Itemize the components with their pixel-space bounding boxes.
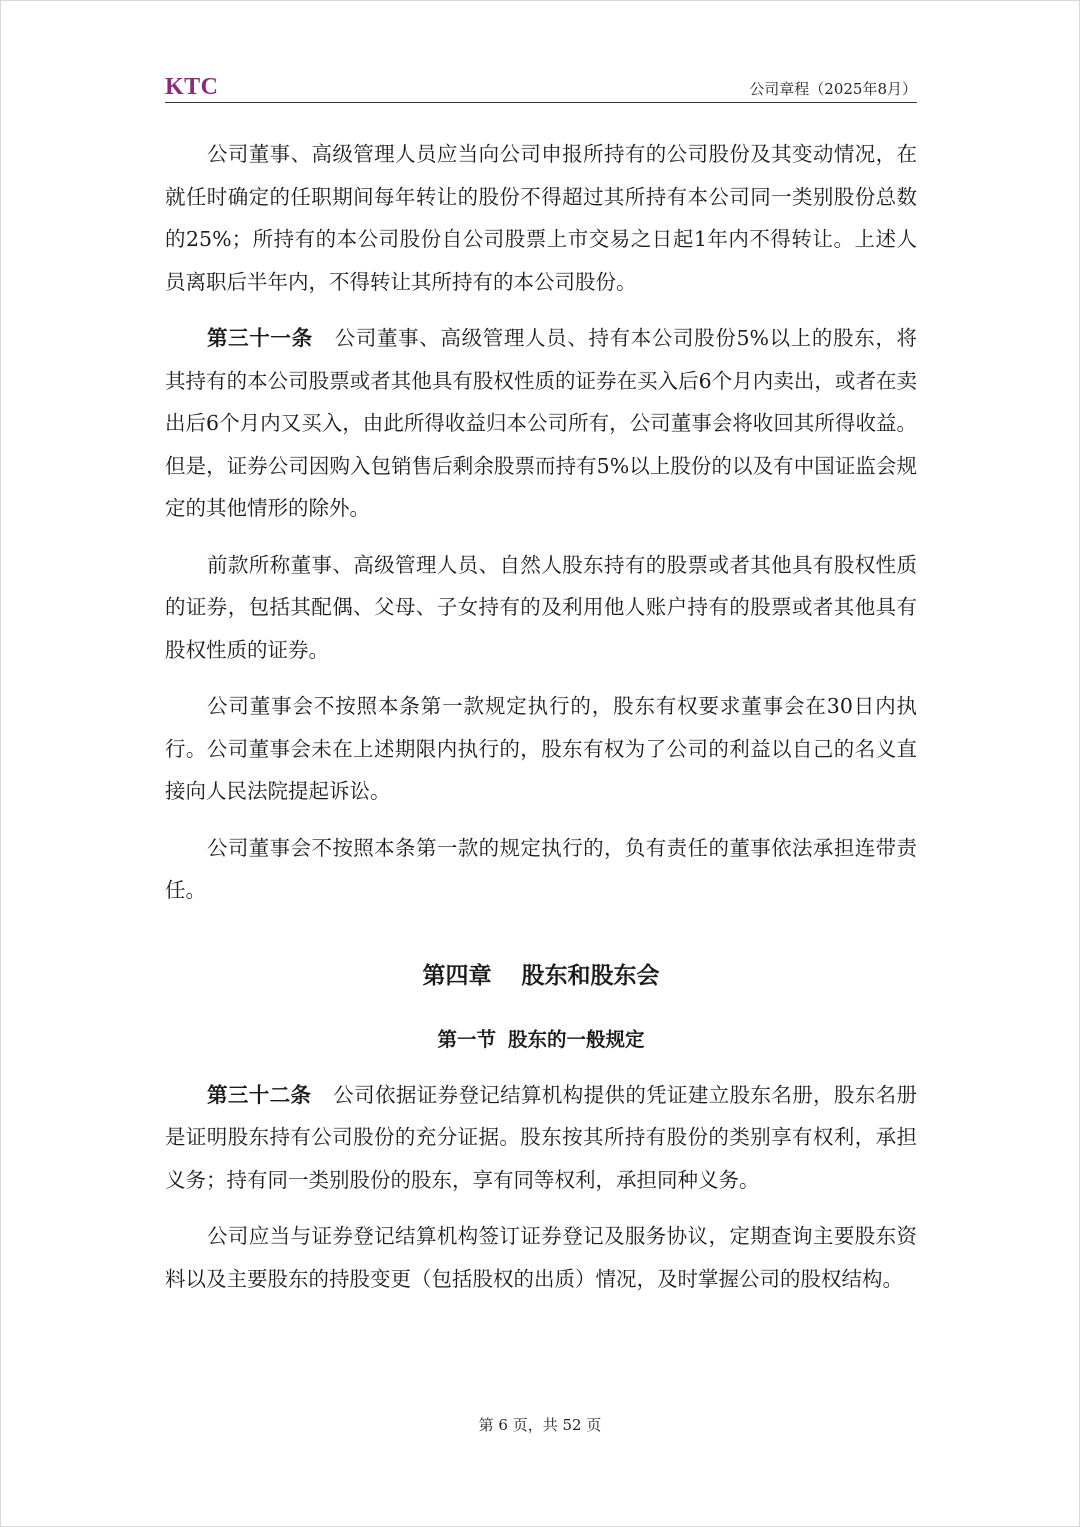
chapter-number: 第四章 xyxy=(422,962,492,989)
article-paragraph xyxy=(165,317,917,530)
page-footer xyxy=(0,1414,1080,1435)
chapter-heading xyxy=(165,954,917,998)
paragraph-text: 公司董事会不按照本条第一款的规定执行的，负有责任的董事依法承担连带责任。 xyxy=(165,835,917,902)
section-heading xyxy=(165,1020,917,1060)
article-number: 第三十一条 xyxy=(207,326,313,350)
paragraph-text: 公司依据证券登记结算机构提供的凭证建立股东名册，股东名册是证明股东持有公司股份的充分证据。股东按其所持有股份的类别享有权利，承担义务；持有同一类别股份的股东，享有同等权利，承担同种义务。 xyxy=(165,1082,917,1192)
paragraph xyxy=(165,544,917,672)
paragraph-text: 前款所称董事、高级管理人员、自然人股东持有的股票或者其他具有股权性质的证券，包括其配偶、父母、子女持有的及利用他人账户持有的股票或者其他具有股权性质的证券。 xyxy=(165,552,917,662)
article-number: 第三十二条 xyxy=(207,1082,312,1107)
page-content xyxy=(165,133,917,1314)
paragraph-text: 公司董事、高级管理人员、持有本公司股份5%以上的股东，将其持有的本公司股票或者其他具有股权性质的证券在买入后6个月内卖出，或者在卖出后6个月内又买入，由此所得收益归本公司所有，公司董事会将收回其所得收益。但是，证券公司因购入包销售后剩余股票而持有5%以上股份的以及有中国证监会规定的其他情形的除外。 xyxy=(165,326,918,520)
ktc-logo: KTC xyxy=(165,74,219,100)
paragraph-text: 公司董事会不按照本条第一款规定执行的，股东有权要求董事会在30日内执行。公司董事会未在上述期限内执行的，股东有权为了公司的利益以自己的名义直接向人民法院提起诉讼。 xyxy=(165,694,917,803)
paragraph xyxy=(165,827,917,912)
paragraph xyxy=(165,133,917,303)
paragraph-text: 公司董事、高级管理人员应当向公司申报所持有的公司股份及其变动情况，在就任时确定的任职期间每年转让的股份不得超过其所持有本公司同一类别股份总数的25%；所持有的本公司股份自公司股票上市交易之日起1年内不得转让。上述人员离职后半年内，不得转让其所持有的本公司股份。 xyxy=(165,142,917,294)
page-number: 第 6 页，共 52 页 xyxy=(478,1416,602,1434)
section-title: 股东的一般规定 xyxy=(508,1027,645,1051)
page-header xyxy=(165,70,917,103)
section-number: 第一节 xyxy=(437,1027,496,1051)
document-title: 公司章程（2025年8月） xyxy=(749,80,917,98)
paragraph-text: 公司应当与证券登记结算机构签订证券登记及服务协议，定期查询主要股东资料以及主要股东的持股变更（包括股权的出质）情况，及时掌握公司的股权结构。 xyxy=(165,1224,917,1291)
paragraph xyxy=(165,1215,917,1300)
chapter-title: 股东和股东会 xyxy=(521,962,660,989)
paragraph xyxy=(165,685,917,813)
article-paragraph xyxy=(165,1074,917,1202)
